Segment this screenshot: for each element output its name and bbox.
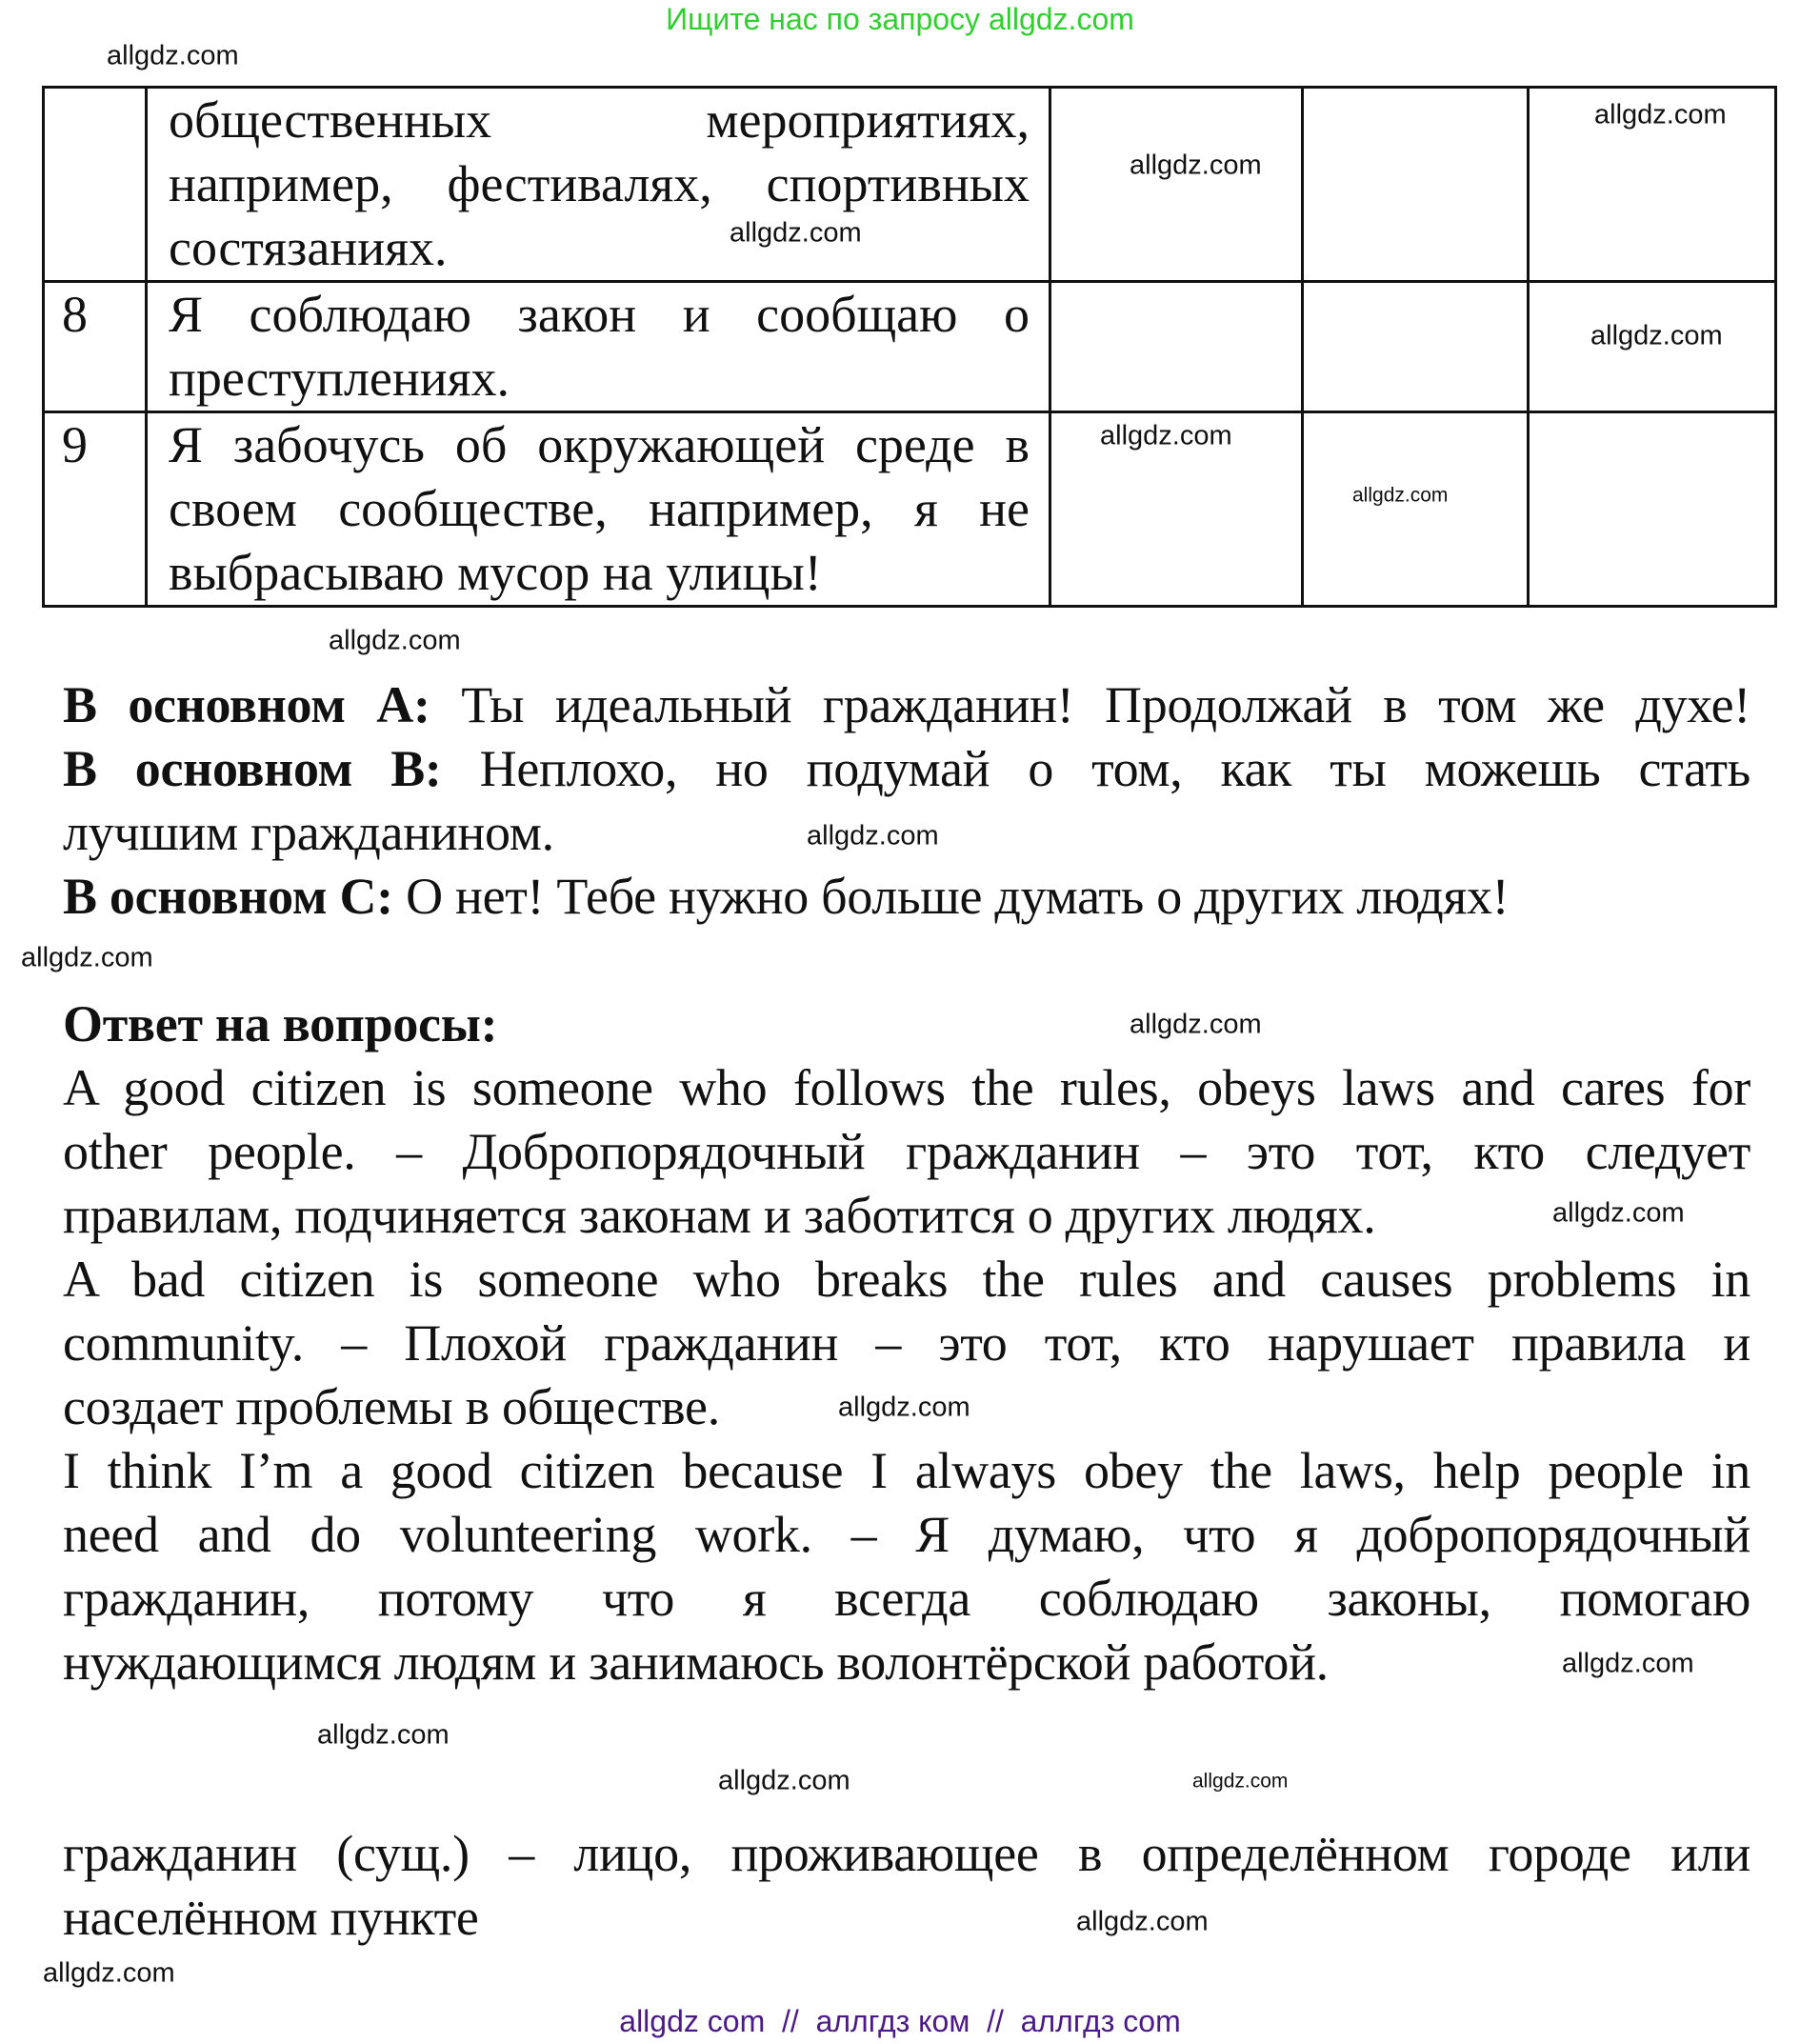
- table-row: [44, 282, 1776, 412]
- statement-line: например, фестивалях, спортивных: [169, 155, 1030, 212]
- statement-line: своем сообществе, например, я не: [169, 480, 1030, 537]
- watermark: allgdz.com: [317, 1719, 450, 1751]
- answer-cell-c: [1529, 412, 1776, 607]
- statement-line: Я соблюдаю закон и сообщаю о: [169, 286, 1030, 343]
- row-number: 9: [44, 412, 147, 607]
- survey-table: [42, 86, 1777, 608]
- watermark: allgdz.com: [329, 625, 461, 656]
- answers-heading: [63, 992, 1750, 1056]
- watermark: allgdz.com: [1130, 150, 1262, 181]
- statement-line: преступлениях.: [169, 350, 510, 407]
- result-c: [63, 865, 1750, 929]
- row-number: [44, 88, 147, 282]
- watermark: allgdz.com: [107, 40, 239, 71]
- answer-line: I think I’m a good citizen because I always obey the laws, help people in: [63, 1442, 1750, 1499]
- watermark: allgdz.com: [1192, 1770, 1289, 1793]
- result-b: [63, 737, 1750, 801]
- result-a: [63, 673, 1750, 737]
- watermark: allgdz.com: [1562, 1648, 1694, 1679]
- result-a-label: В основном A:: [63, 676, 430, 733]
- answer-line: other people. – Добропорядочный гражданин – это тот, кто следует: [63, 1123, 1750, 1180]
- result-b-continued: лучшим гражданином.: [63, 804, 554, 861]
- definition-line: гражданин (сущ.) – лицо, проживающее в определённом городе или: [63, 1825, 1750, 1882]
- answer-cell-b: [1303, 282, 1529, 412]
- answer-cell-b: [1303, 412, 1529, 607]
- row-statement: [147, 282, 1050, 412]
- watermark: allgdz.com: [21, 942, 153, 973]
- watermark: allgdz.com: [43, 1957, 175, 1989]
- watermark: allgdz.com: [1590, 320, 1723, 351]
- watermark: allgdz.com: [1352, 484, 1449, 507]
- answer-cell-a: [1050, 88, 1303, 282]
- definition-line: населённом пункте: [63, 1889, 479, 1946]
- answer-cell-b: [1303, 88, 1529, 282]
- result-a-text: Ты идеальный гражданин! Продолжай в том же духе!: [430, 676, 1750, 733]
- result-b-label: В основном B:: [63, 740, 442, 797]
- watermark: allgdz.com: [1594, 99, 1727, 130]
- answer-line: нуждающимся людям и занимаюсь волонтёрской работой.: [63, 1633, 1329, 1691]
- answer-line: правилам, подчиняется законам и заботится о других людях.: [63, 1187, 1376, 1244]
- footer-banner: allgdz com // аллгдз ком // аллгдз com: [619, 2004, 1181, 2038]
- answer-line: гражданин, потому что я всегда соблюдаю законы, помогаю: [63, 1570, 1750, 1627]
- watermark: allgdz.com: [1130, 1009, 1262, 1040]
- watermark: allgdz.com: [718, 1765, 850, 1796]
- watermark: allgdz.com: [807, 820, 939, 852]
- answers-heading-text: Ответ на вопросы:: [63, 995, 498, 1052]
- answer-cell-a: [1050, 282, 1303, 412]
- table-row: [44, 88, 1776, 282]
- result-b-text: Неплохо, но подумай о том, как ты можешь стать: [441, 740, 1750, 797]
- answer-line: need and do volunteering work. – Я думаю, что я добропорядочный: [63, 1506, 1750, 1563]
- watermark: allgdz.com: [1076, 1906, 1209, 1937]
- result-c-text: О нет! Тебе нужно больше думать о других людях!: [392, 868, 1510, 925]
- statement-line: состязаниях.: [169, 219, 448, 276]
- statement-line: Я забочусь об окружающей среде в: [169, 416, 1030, 473]
- answer-line: community. – Плохой гражданин – это тот, кто нарушает правила и: [63, 1314, 1750, 1372]
- answer-line: A bad citizen is someone who breaks the rules and causes problems in: [63, 1251, 1750, 1308]
- watermark: allgdz.com: [1100, 420, 1232, 451]
- row-number: 8: [44, 282, 147, 412]
- watermark: allgdz.com: [1552, 1197, 1685, 1229]
- top-banner: Ищите нас по запросу allgdz.com: [666, 2, 1134, 36]
- document-body: [63, 673, 1750, 1950]
- watermark: allgdz.com: [730, 217, 862, 249]
- row-statement: [147, 412, 1050, 607]
- answer-line: A good citizen is someone who follows the rules, obeys laws and cares for: [63, 1059, 1750, 1116]
- row-statement: [147, 88, 1050, 282]
- table-row: [44, 412, 1776, 607]
- watermark: allgdz.com: [838, 1392, 970, 1423]
- statement-line: выбрасываю мусор на улицы!: [169, 544, 822, 601]
- result-c-label: В основном C:: [63, 868, 393, 925]
- statement-line: общественных мероприятиях,: [169, 91, 1030, 149]
- answer-line: создает проблемы в обществе.: [63, 1378, 720, 1435]
